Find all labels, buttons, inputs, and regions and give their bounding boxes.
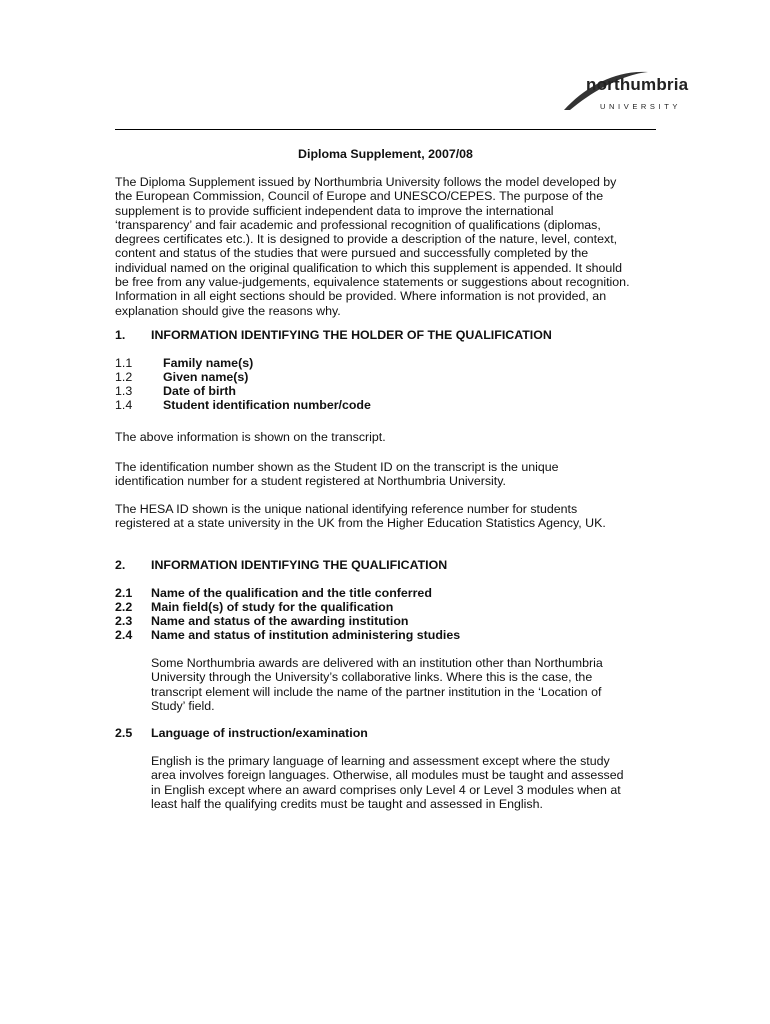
section1-heading	[115, 328, 552, 342]
hesa-id-paragraph	[115, 502, 660, 531]
item-number: 1.1	[115, 356, 133, 370]
paragraph-line: least half the qualifying credits must be taught and assessed in English.	[151, 796, 543, 811]
paragraph-line: identification number for a student registered at Northumbria University.	[115, 474, 506, 489]
section2-item	[115, 628, 460, 642]
section1-item	[115, 384, 236, 398]
section1-number: 1.	[115, 328, 126, 342]
paragraph-line: registered at a state university in the UK from the Higher Education Statistics Agency, UK.	[115, 516, 606, 531]
section1-item	[115, 370, 248, 384]
paragraph-line: English is the primary language of learning and assessment except where the study	[151, 754, 610, 768]
logo-subtitle: UNIVERSITY	[600, 102, 682, 111]
item-number: 2.5	[115, 726, 133, 740]
item-label: Name and status of institution administering studies	[151, 628, 461, 642]
intro-line: the European Commission, Council of Europe and UNESCO/CEPES. The purpose of the	[115, 189, 604, 204]
awards-paragraph	[151, 656, 661, 713]
section2-heading	[115, 558, 447, 572]
section2-item	[115, 586, 432, 600]
section1-item	[115, 398, 371, 412]
item-label: Family name(s)	[163, 356, 254, 370]
document-title: Diploma Supplement, 2007/08	[298, 147, 473, 161]
section2-item	[115, 726, 368, 740]
item-label: Language of instruction/examination	[151, 726, 368, 740]
university-logo	[556, 66, 696, 116]
intro-paragraph	[115, 175, 660, 318]
student-id-paragraph	[115, 460, 660, 489]
paragraph-line: University through the University’s collaborative links. Where this is the case, the	[151, 670, 593, 685]
section1-item	[115, 356, 253, 370]
item-label: Name of the qualification and the title conferred	[151, 586, 432, 600]
paragraph-line: Study’ field.	[151, 698, 215, 713]
item-number: 1.3	[115, 384, 133, 398]
item-label: Name and status of the awarding institution	[151, 614, 409, 628]
item-label: Given name(s)	[163, 370, 249, 384]
section2-title: INFORMATION IDENTIFYING THE QUALIFICATION	[151, 558, 448, 572]
paragraph-line: The HESA ID shown is the unique national identifying reference number for students	[115, 502, 578, 516]
item-number: 2.2	[115, 600, 133, 614]
intro-line: The Diploma Supplement issued by Northumbria University follows the model developed by	[115, 175, 617, 189]
paragraph-line: The above information is shown on the transcript.	[115, 430, 386, 444]
item-number: 1.2	[115, 370, 133, 384]
item-label: Date of birth	[163, 384, 236, 398]
item-label: Student identification number/code	[163, 398, 371, 412]
intro-line: content and status of the studies that were pursued and successfully completed by the	[115, 246, 589, 261]
item-number: 2.4	[115, 628, 133, 642]
paragraph-line: transcript element will include the name of the partner institution in the ‘Location of	[151, 684, 602, 699]
language-paragraph	[151, 754, 661, 811]
intro-line: Information in all eight sections should be provided. Where information is not provided, an	[115, 289, 607, 304]
paragraph-line: in English except where an award comprises only Level 4 or Level 3 modules when at	[151, 782, 621, 797]
item-number: 1.4	[115, 398, 133, 412]
section2-item	[115, 614, 408, 628]
item-label: Main field(s) of study for the qualification	[151, 600, 394, 614]
intro-line: supplement is to provide sufficient independent data to improve the international	[115, 203, 554, 218]
item-number: 2.1	[115, 586, 133, 600]
intro-line: degrees certificates etc.). It is designed to provide a description of the nature, level, context,	[115, 232, 618, 247]
item-number: 2.3	[115, 614, 133, 628]
paragraph-line: The identification number shown as the Student ID on the transcript is the unique	[115, 460, 559, 474]
intro-line: individual named on the original qualification to which this supplement is appended. It should	[115, 260, 622, 275]
intro-line: ‘transparency’ and fair academic and professional recognition of qualifications (diplomas,	[115, 217, 601, 232]
section2-item	[115, 600, 393, 614]
paragraph-line: Some Northumbria awards are delivered with an institution other than Northumbria	[151, 656, 603, 670]
header-divider	[115, 129, 656, 130]
intro-line: be free from any value-judgements, equivalence statements or suggestions about recognition.	[115, 275, 630, 290]
transcript-paragraph	[115, 430, 660, 444]
intro-line: explanation should give the reasons why.	[115, 303, 341, 318]
section1-title: INFORMATION IDENTIFYING THE HOLDER OF THE QUALIFICATION	[151, 328, 552, 342]
section2-number: 2.	[115, 558, 126, 572]
paragraph-line: area involves foreign languages. Otherwise, all modules must be taught and assessed	[151, 768, 624, 783]
logo-wordmark: northumbria	[586, 75, 689, 94]
